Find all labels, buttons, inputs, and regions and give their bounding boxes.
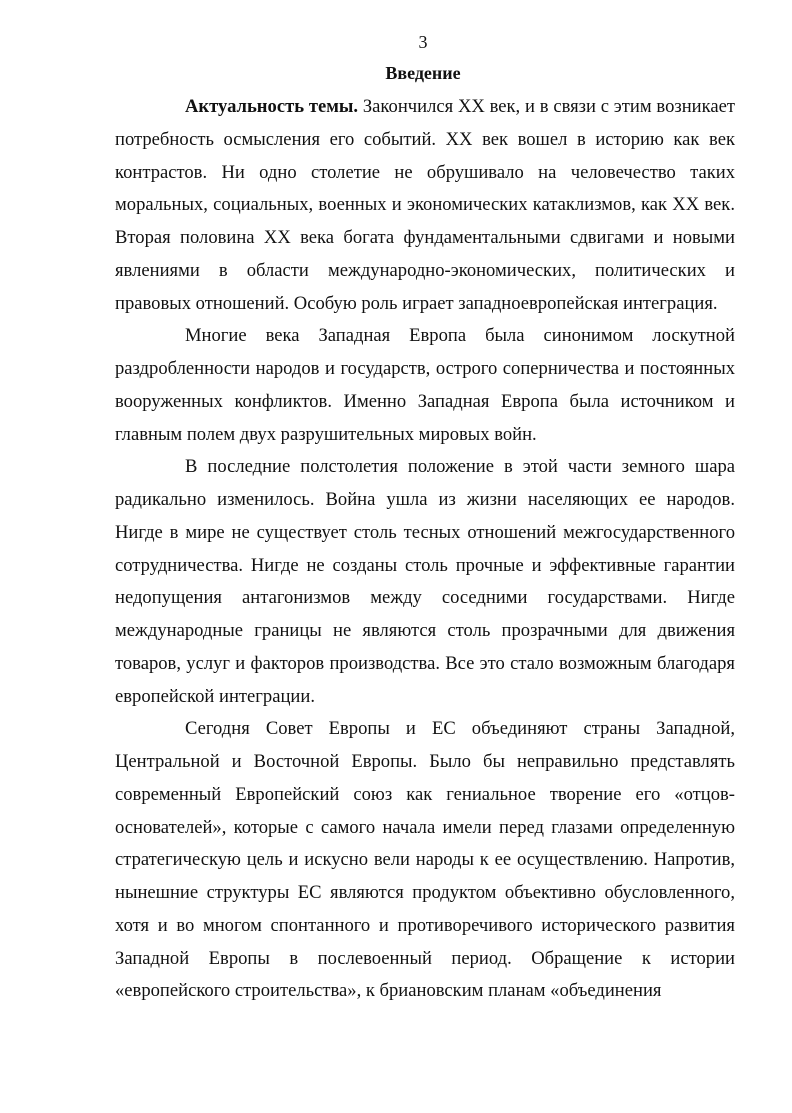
paragraph-transformation: В последние полстолетия положение в этой части земного шара радикально изменилось. Война ушла из жизни населяющих ее народов. Нигде в мире не существует столь тесных отношений межгосударственного сотрудничества. Нигде не созданы столь прочные и эффективные гарантии недопущения антагонизмов между соседними государствами. Нигде международные границы не являются столь прозрачными для движения товаров, услуг и факторов производства. Все это стало возможным благодаря европейской интеграции.	[115, 456, 735, 707]
paragraph-lead: Актуальность темы.	[185, 96, 359, 117]
paragraph-relevance	[115, 91, 735, 320]
paragraph-fragmentation: Многие века Западная Европа была синонимом лоскутной раздробленности народов и государств, острого соперничества и постоянных вооруженных конфликтов. Именно Западная Европа была источником и главным полем двух разрушительных мировых войн.	[115, 325, 735, 445]
section-heading: Введение	[385, 63, 461, 83]
paragraph-text: Закончился XX век, и в связи с этим возникает потребность осмысления его событий. XX век вошел в историю как век контрастов. Ни одно столетие не обрушивало на человечество таких моральных, социальных, военных и экономических катаклизмов, как XX век. Вторая половина XX века богата фундаментальными сдвигами и новыми явлениями в области международно-экономических, политических и правовых отношений. Особую роль играет западноевропейская интеграция.	[115, 96, 736, 314]
paragraph-council-of-europe: Сегодня Совет Европы и ЕС объединяют страны Западной, Центральной и Восточной Европы. Было бы неправильно представлять современный Европейский союз как гениальное творение его «отцов-основателей», которые с самого начала имели перед глазами определенную стратегическую цель и искусно вели народы к ее осуществлению. Напротив, нынешние структуры ЕС являются продуктом объективно обусловленного, хотя и во многом спонтанного и противоречивого исторического развития Западной Европы в послевоенный период. Обращение к истории «европейского строительства», к бриановским планам «объединения	[115, 718, 735, 1002]
body-text	[115, 91, 735, 1008]
page-number: 3	[418, 32, 428, 52]
